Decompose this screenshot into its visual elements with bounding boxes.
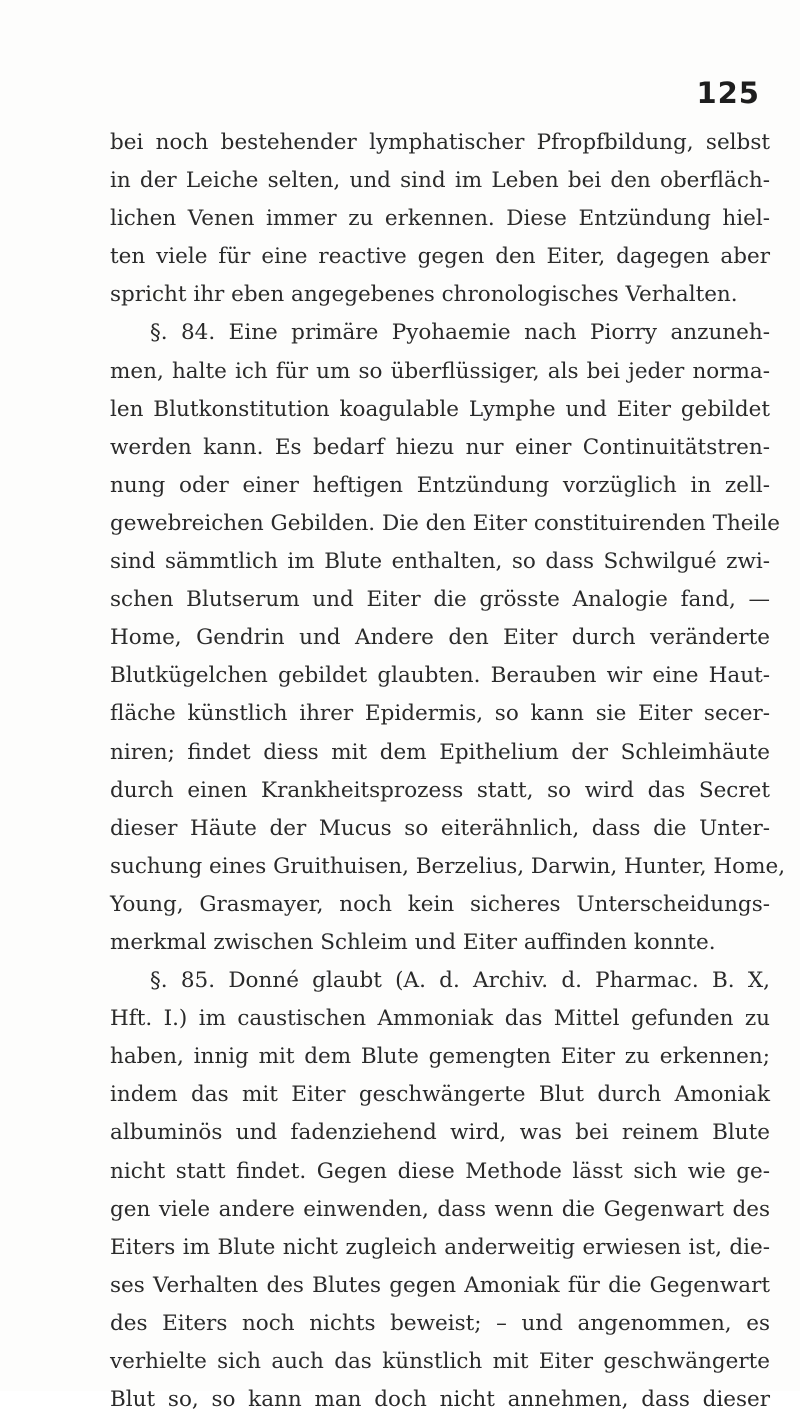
text-line: albuminös und fadenziehend wird, was bei reinem Blute: [110, 1120, 770, 1146]
text-line: Home, Gendrin und Andere den Eiter durch veränderte: [110, 625, 770, 651]
section-heading-line: §. 85. Donné glaubt (A. d. Archiv. d. Pharmac. B. X,: [150, 968, 770, 994]
text-line: ses Verhalten des Blutes gegen Amoniak für die Gegenwart: [110, 1272, 770, 1298]
text-line: len Blutkonstitution koagulable Lymphe und Eiter gebildet: [110, 396, 770, 422]
section-heading-line: §. 84. Eine primäre Pyohaemie nach Piorry anzuneh-: [150, 320, 770, 346]
text-line: Hft. I.) im caustischen Ammoniak das Mittel gefunden zu: [110, 1006, 770, 1032]
body-text: [110, 124, 786, 1419]
text-line: gen viele andere einwenden, dass wenn die Gegenwart des: [110, 1196, 770, 1222]
text-line: dieser Häute der Mucus so eiterähnlich, dass die Unter-: [110, 815, 770, 841]
text-line: ten viele für eine reactive gegen den Eiter, dagegen aber: [110, 244, 770, 270]
text-line: Young, Grasmayer, noch kein sicheres Unterscheidungs-: [110, 891, 770, 917]
text-line: suchung eines Gruithuisen, Berzelius, Darwin, Hunter, Home,: [110, 853, 786, 879]
text-line: schen Blutserum und Eiter die grösste Analogie fand, —: [110, 587, 770, 613]
text-line: fläche künstlich ihrer Epidermis, so kann sie Eiter secer-: [110, 701, 770, 727]
page-number: 125: [696, 76, 760, 110]
text-line: indem das mit Eiter geschwängerte Blut durch Amoniak: [110, 1082, 770, 1108]
text-line: verhielte sich auch das künstlich mit Eiter geschwängerte: [110, 1349, 770, 1374]
text-line: haben, innig mit dem Blute gemengten Eiter zu erkennen;: [110, 1044, 770, 1070]
text-line: nung oder einer heftigen Entzündung vorzüglich in zell-: [110, 472, 770, 498]
text-line: in der Leiche selten, und sind im Leben bei den oberfläch-: [110, 168, 770, 194]
text-line: bei noch bestehender lymphatischer Pfropfbildung, selbst: [110, 130, 770, 155]
text-line: gewebreichen Gebilden. Die den Eiter constituirenden Theile: [110, 510, 780, 536]
text-line: merkmal zwischen Schleim und Eiter auffinden konnte.: [110, 929, 716, 955]
text-line: Blutkügelchen gebildet glaubten. Berauben wir eine Haut-: [110, 663, 770, 689]
text-line: nicht statt findet. Gegen diese Methode lässt sich wie ge-: [110, 1158, 770, 1184]
text-line: Blut so, so kann man doch nicht annehmen, dass dieser: [110, 1387, 770, 1413]
text-line: men, halte ich für um so überflüssiger, als bei jeder norma-: [110, 358, 770, 384]
text-line: lichen Venen immer zu erkennen. Diese Entzündung hiel-: [110, 206, 770, 232]
text-line: des Eiters noch nichts beweist; – und angenommen, es: [110, 1310, 770, 1336]
text-line: durch einen Krankheitsprozess statt, so wird das Secret: [110, 777, 770, 803]
text-line: sind sämmtlich im Blute enthalten, so dass Schwilgué zwi-: [110, 549, 770, 575]
text-line: werden kann. Es bedarf hiezu nur einer Continuitätstren-: [110, 434, 770, 460]
text-line: spricht ihr eben angegebenes chronologisches Verhalten.: [110, 282, 738, 308]
text-line: niren; findet diess mit dem Epithelium der Schleimhäute: [110, 739, 770, 765]
text-line: Eiters im Blute nicht zugleich anderweitig erwiesen ist, die-: [110, 1234, 770, 1260]
